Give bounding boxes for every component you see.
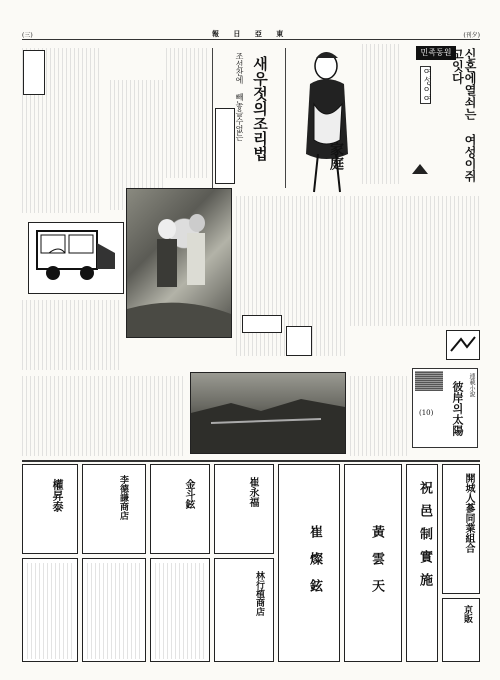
right-col-text <box>362 44 400 184</box>
ad-4b <box>214 558 274 662</box>
left-lower-text <box>22 300 122 370</box>
small-notice-1 <box>286 326 312 356</box>
right-headline: 신혼에열쇠는 여성이쥐고잇다 <box>450 48 477 182</box>
woman-figure-icon <box>288 44 360 194</box>
serial-title: 彼岸의太陽 <box>451 381 464 436</box>
ad-3-name: 金斗鉉 <box>183 479 194 509</box>
serial-novel-block <box>412 368 478 448</box>
car-illustration <box>28 222 124 294</box>
right-tag: 여성이여 <box>421 67 432 103</box>
masthead-right: (刊夕) <box>463 32 480 39</box>
ad-3 <box>150 464 210 554</box>
ad-org-name: 開城人蔘同業組合 <box>463 473 474 553</box>
ad-2b-text <box>87 563 143 659</box>
ads-divider <box>22 460 480 462</box>
home-section-title: 家庭 <box>328 142 344 170</box>
car-drawing-icon <box>29 223 123 293</box>
right-label-box: 민족동원 <box>416 46 456 60</box>
ad-1b <box>22 558 78 662</box>
ad-7-name: 黃雲天 <box>369 525 384 606</box>
serial-label: 連載小說 <box>468 373 475 397</box>
ad-celebration-title: 祝邑制實施 <box>417 481 432 596</box>
ad-1 <box>22 464 78 554</box>
recipe-subhead: 조선찬에 빼놓을수없는 <box>235 52 244 141</box>
ads-section <box>22 464 480 664</box>
left-notice-box <box>23 50 45 95</box>
triangle-ornament <box>412 164 428 174</box>
serial-number: (10) <box>419 409 434 417</box>
ad-4-name: 崔永福 <box>247 477 258 507</box>
ad-6-name: 崔燦鉉 <box>307 525 322 606</box>
figures-icon <box>127 189 231 337</box>
ad-5-name: 林行植商店 <box>254 571 264 616</box>
small-notice-2 <box>242 315 282 333</box>
right-headline-block <box>402 44 480 184</box>
center-lower-text <box>350 376 408 456</box>
right-middle-text <box>350 196 480 326</box>
center-top-text <box>166 48 210 178</box>
masthead-title: 報 日 亞 東 <box>212 29 290 38</box>
photo-people-walking <box>126 188 232 338</box>
masthead-left: (三) <box>22 32 33 39</box>
left-middle-text <box>22 376 186 456</box>
ad-6 <box>278 464 340 662</box>
recipe-note-box <box>215 108 235 184</box>
ad-4 <box>214 464 274 554</box>
bird-icon <box>447 331 479 359</box>
recipe-headline: 새우젓의조리법 <box>251 56 269 161</box>
recipe-headline-block <box>212 48 286 188</box>
ad-1b-text <box>27 563 75 659</box>
ad-3b <box>150 558 210 662</box>
serial-illustration <box>415 371 443 391</box>
right-small-ad <box>446 330 480 360</box>
photo-landscape <box>190 372 346 454</box>
ad-org-seal-text: 京販 <box>462 605 472 623</box>
ad-3b-text <box>155 563 207 659</box>
ad-org <box>442 464 480 594</box>
ad-1-name: 權昇泰 <box>51 479 64 512</box>
landscape-icon <box>191 373 345 453</box>
ad-2b <box>82 558 146 662</box>
ad-org-seal <box>442 598 480 662</box>
ad-2-name: 李德謙商店 <box>118 475 128 520</box>
ad-celebration <box>406 464 438 662</box>
ad-2 <box>82 464 146 554</box>
home-section-illustration <box>288 44 360 194</box>
ad-7 <box>344 464 402 662</box>
masthead-bar <box>22 30 480 40</box>
